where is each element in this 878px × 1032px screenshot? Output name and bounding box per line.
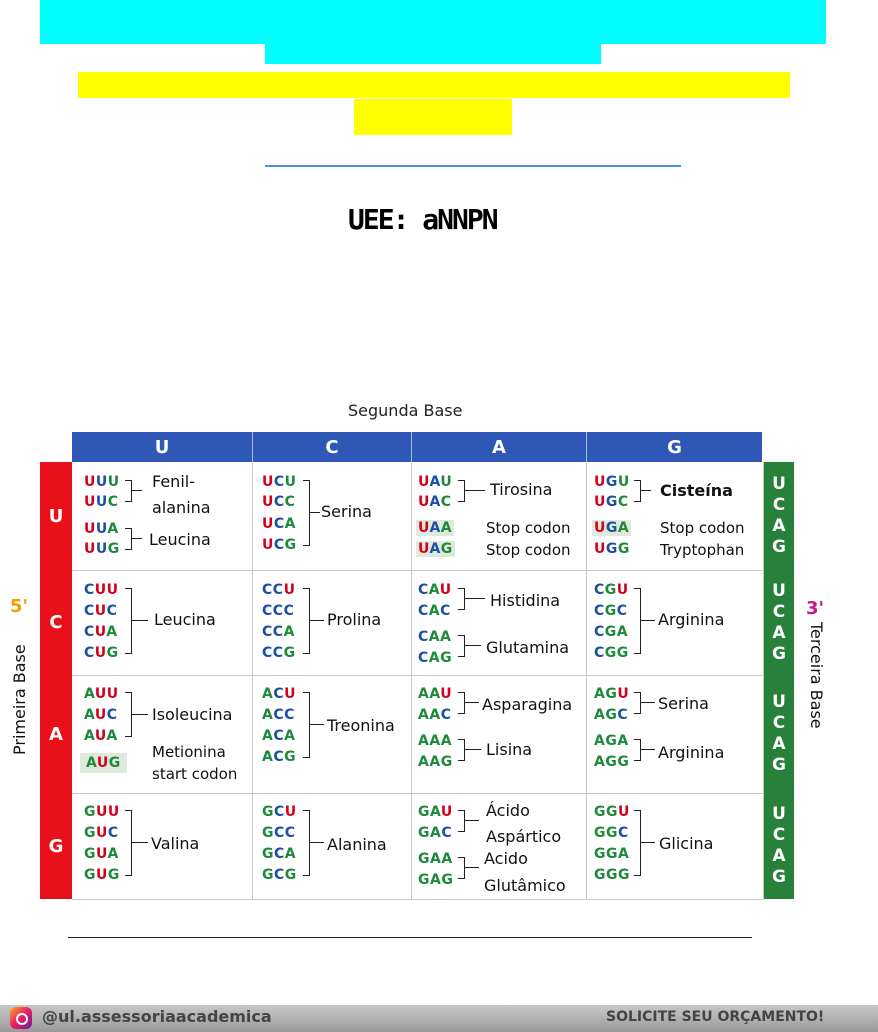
codon-gcu: GCU xyxy=(262,804,297,820)
codon-gug: GUG xyxy=(84,867,120,883)
codon-acc: ACC xyxy=(262,707,295,723)
codon-uac: UAC xyxy=(418,494,452,510)
codon-acg: ACG xyxy=(262,749,297,765)
codon-ccu: CCU xyxy=(262,582,296,598)
codon-aug: AUG xyxy=(80,753,127,773)
aa-glutamina: Glutamina xyxy=(486,638,570,657)
column-header-u: U xyxy=(154,436,170,458)
codon-cgc: CGC xyxy=(594,603,628,619)
codon-auc: AUC xyxy=(84,707,118,723)
codon-aag: AAG xyxy=(418,754,453,770)
codon-uga: UGA xyxy=(594,520,630,536)
codon-caa: CAA xyxy=(418,629,452,645)
codon-uuc: UUC xyxy=(84,494,119,510)
codon-cua: CUA xyxy=(84,624,118,640)
five-prime-label: 5' xyxy=(10,596,29,617)
codon-ccc: CCC xyxy=(262,603,295,619)
aa-prolina: Prolina xyxy=(327,610,382,629)
aa-start-codon: start codon xyxy=(152,765,238,783)
codon-gga: GGA xyxy=(594,846,630,862)
codon-gag: GAG xyxy=(418,872,454,888)
codon-acu: ACU xyxy=(262,686,296,702)
cta-text: SOLICITE SEU ORÇAMENTO! xyxy=(606,1009,825,1025)
aa-tryptophan: Tryptophan xyxy=(660,541,745,559)
codon-cca: CCA xyxy=(262,624,295,640)
third-base-label: Terceira Base xyxy=(807,622,826,729)
codon-agg: AGG xyxy=(594,754,630,770)
codon-aua: AUA xyxy=(84,728,118,744)
aa-leucina-cu: Leucina xyxy=(154,610,216,629)
codon-uug: UUG xyxy=(84,541,120,557)
third-base-group-2: U C A G xyxy=(772,580,786,664)
codon-cug: CUG xyxy=(84,645,119,661)
codon-cuu: CUU xyxy=(84,582,119,598)
codon-uua: UUA xyxy=(84,521,119,537)
aa-serina-uc: Serina xyxy=(321,502,372,521)
codon-uau: UAU xyxy=(418,474,453,490)
aa-histidina: Histidina xyxy=(490,591,561,610)
codon-gcg: GCG xyxy=(262,867,297,883)
codon-cag: CAG xyxy=(418,650,453,666)
aa-fenilalanina-2: alanina xyxy=(152,498,211,517)
aa-treonina: Treonina xyxy=(327,716,395,735)
instagram-handle[interactable]: @ul.assessoriaacademica xyxy=(42,1007,272,1026)
aa-acido-2: Acido xyxy=(484,849,528,868)
codon-aac: AAC xyxy=(418,707,452,723)
third-base-bar xyxy=(764,462,794,899)
aa-metionina: Metionina xyxy=(152,743,226,761)
column-header-a: A xyxy=(492,436,506,458)
aa-alanina: Alanina xyxy=(327,835,387,854)
codon-uaa: UAA xyxy=(418,520,453,536)
instagram-icon xyxy=(10,1007,32,1029)
third-base-group-1: U C A G xyxy=(772,474,786,557)
row-header-c: C xyxy=(49,612,63,633)
third-base-group-4: U C A G xyxy=(772,804,786,887)
aa-aspartico: Aspártico xyxy=(486,827,562,846)
column-header-c: C xyxy=(325,436,339,458)
codon-gca: GCA xyxy=(262,846,297,862)
codon-ggg: GGG xyxy=(594,867,630,883)
codon-cgg: CGG xyxy=(594,645,629,661)
column-header-g: G xyxy=(667,436,682,458)
codon-ucc: UCC xyxy=(262,494,296,510)
aa-asparagina: Asparagina xyxy=(482,695,573,714)
codon-ugg: UGG xyxy=(594,541,630,557)
codon-uca: UCA xyxy=(262,516,296,532)
codon-gaa: GAA xyxy=(418,851,453,867)
aa-cisteina: Cisteína xyxy=(660,481,733,500)
footer-banner xyxy=(0,1005,878,1032)
aa-arginina-cg: Arginina xyxy=(658,610,725,629)
codon-cau: CAU xyxy=(418,582,452,598)
aa-lisina: Lisina xyxy=(486,740,533,759)
codon-ggu: GGU xyxy=(594,804,630,820)
aa-acido-1: Ácido xyxy=(486,801,530,820)
codon-ugu: UGU xyxy=(594,474,630,490)
codon-aca: ACA xyxy=(262,728,296,744)
codon-ccg: CCG xyxy=(262,645,296,661)
codon-ggc: GGC xyxy=(594,825,629,841)
codon-gau: GAU xyxy=(418,804,453,820)
codon-guc: GUC xyxy=(84,825,119,841)
codon-aaa: AAA xyxy=(418,733,453,749)
row-header-a: A xyxy=(49,723,63,745)
third-base-group-3: U C A G xyxy=(772,692,786,775)
second-base-header xyxy=(72,432,762,462)
aa-stop-uag: Stop codon xyxy=(486,541,571,559)
aa-isoleucina: Isoleucina xyxy=(152,705,233,724)
table-title: Segunda Base xyxy=(348,401,463,420)
codon-ucu: UCU xyxy=(262,474,297,490)
aa-valina: Valina xyxy=(151,834,200,853)
aa-stop-uga: Stop codon xyxy=(660,519,745,537)
codon-gac: GAC xyxy=(418,825,453,841)
codon-uuu: UUU xyxy=(84,474,120,490)
row-header-g: G xyxy=(48,835,64,857)
codon-cga: CGA xyxy=(594,624,629,640)
codon-aau: AAU xyxy=(418,686,453,702)
codon-uag: UAG xyxy=(418,541,453,557)
first-base-bar xyxy=(40,462,72,899)
codon-cgu: CGU xyxy=(594,582,629,598)
first-base-label: Primeira Base xyxy=(10,644,29,755)
codon-auu: AUU xyxy=(84,686,119,702)
aa-glutamico: Glutâmico xyxy=(484,876,566,895)
aa-tirosina: Tirosina xyxy=(490,480,553,499)
three-prime-label: 3' xyxy=(806,598,825,619)
aa-glicina: Glicina xyxy=(659,834,714,853)
codon-ugc: UGC xyxy=(594,494,629,510)
aa-stop-uaa: Stop codon xyxy=(486,519,571,537)
codon-guu: GUU xyxy=(84,804,120,820)
codon-cuc: CUC xyxy=(84,603,118,619)
codon-gua: GUA xyxy=(84,846,119,862)
redacted-heading: UEE: aNNPN xyxy=(348,205,497,236)
codon-agu: AGU xyxy=(594,686,630,702)
aa-leucina-uu: Leucina xyxy=(149,530,211,549)
row-header-u: U xyxy=(48,505,64,527)
codon-ucg: UCG xyxy=(262,537,297,553)
aa-arginina-ag: Arginina xyxy=(658,743,725,762)
aa-fenilalanina-1: Fenil- xyxy=(152,472,195,491)
codon-aga: AGA xyxy=(594,733,629,749)
aa-serina-ag: Serina xyxy=(658,694,709,713)
bottom-divider xyxy=(68,937,752,938)
codon-agc: AGC xyxy=(594,707,629,723)
codon-cac: CAC xyxy=(418,603,451,619)
codon-gcc: GCC xyxy=(262,825,296,841)
